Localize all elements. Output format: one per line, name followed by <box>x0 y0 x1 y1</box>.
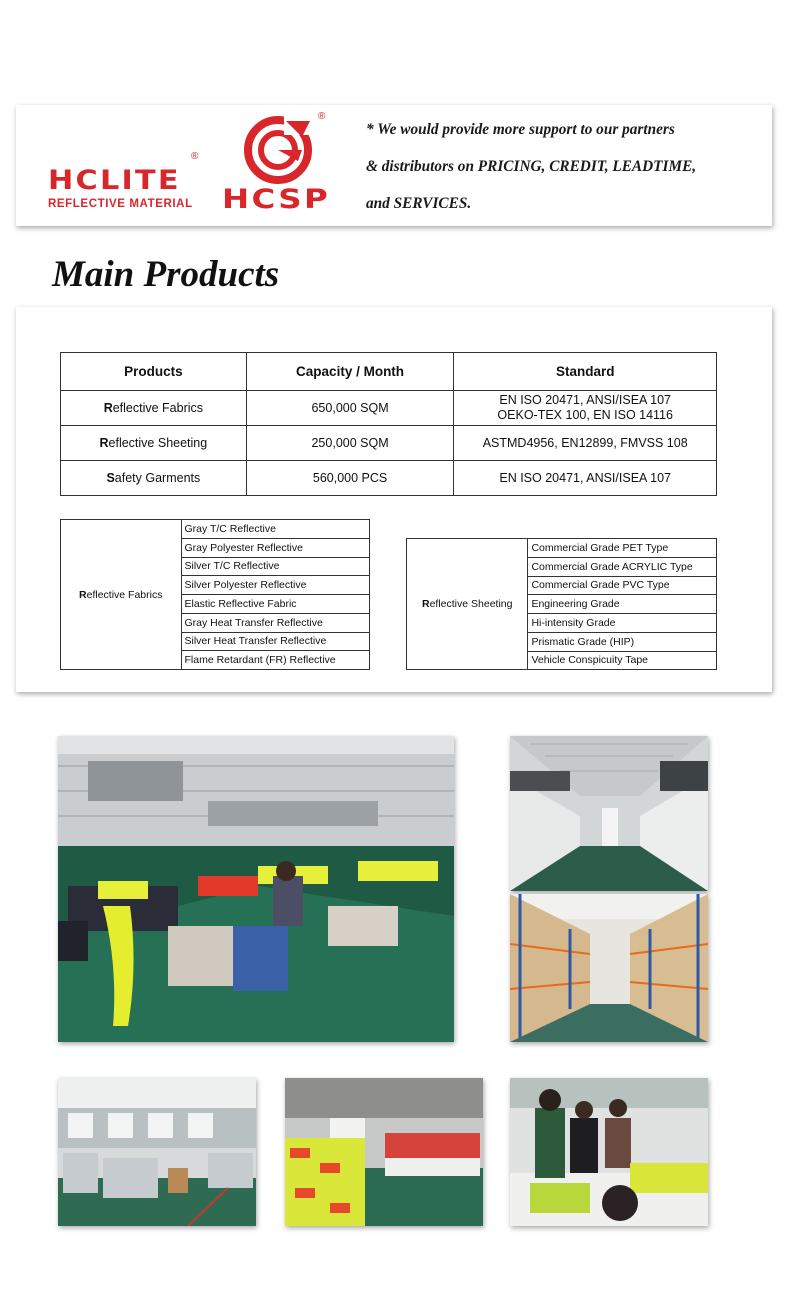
list-item: Gray Polyester Reflective <box>181 538 370 557</box>
registered-mark: ® <box>191 151 199 162</box>
table-row <box>61 461 717 496</box>
slogan-line: & distributors on PRICING, CREDIT, LEADTIME, <box>366 158 697 175</box>
list-item: Gray Heat Transfer Reflective <box>181 613 370 632</box>
warehouse-photo <box>510 894 708 1042</box>
standard-line: EN ISO 20471, ANSI/ISEA 107 <box>499 393 672 407</box>
page-title: Main Products <box>52 254 280 295</box>
list-item: Hi-intensity Grade <box>528 614 717 633</box>
capacity-cell: 250,000 SQM <box>246 426 454 461</box>
slogan-line: * We would provide more support to our partners <box>366 121 675 138</box>
list-item: Gray T/C Reflective <box>181 520 370 539</box>
list-item: Flame Retardant (FR) Reflective <box>181 651 370 670</box>
list-item: Silver Heat Transfer Reflective <box>181 632 370 651</box>
capacity-table <box>60 352 717 496</box>
inspection-team-photo <box>510 1078 708 1226</box>
brand-banner <box>16 105 772 226</box>
column-header: Standard <box>454 353 717 391</box>
products-card <box>16 307 772 692</box>
hclite-logo-text: HCLITE <box>48 165 181 196</box>
capacity-cell: 560,000 PCS <box>246 461 454 496</box>
clean-room-photo <box>510 736 708 891</box>
production-line-photo <box>285 1078 483 1226</box>
category-initial: R <box>421 598 430 611</box>
list-item: Silver Polyester Reflective <box>181 576 370 595</box>
slogan-line: and SERVICES. <box>366 195 472 212</box>
list-item: Commercial Grade PVC Type <box>528 576 717 595</box>
standard-cell: EN ISO 20471, ANSI/ISEA 107 <box>454 461 717 496</box>
product-name: afety Garments <box>114 470 201 485</box>
product-name: eflective Sheeting <box>108 435 208 450</box>
table-row <box>407 539 717 558</box>
list-item: Elastic Reflective Fabric <box>181 595 370 614</box>
hcsp-emblem-icon <box>240 115 316 185</box>
hcsp-logo-text: HCSP <box>222 184 331 215</box>
list-item: Silver T/C Reflective <box>181 557 370 576</box>
product-cell <box>61 391 247 426</box>
table-row <box>61 426 717 461</box>
list-item: Vehicle Conspicuity Tape <box>528 651 717 670</box>
sewing-workshop-photo <box>58 736 454 1042</box>
reflective-sheeting-table <box>406 538 717 670</box>
product-cell <box>61 426 247 461</box>
reflective-fabrics-table <box>60 519 370 670</box>
product-initial: R <box>99 435 109 450</box>
list-item: Prismatic Grade (HIP) <box>528 632 717 651</box>
registered-mark-hcsp: ® <box>318 111 326 122</box>
hclite-logo <box>48 167 193 210</box>
category-cell <box>407 539 528 670</box>
table-row <box>61 391 717 426</box>
product-name: eflective Fabrics <box>112 400 204 415</box>
standard-cell <box>454 391 717 426</box>
standard-line: OEKO-TEX 100, EN ISO 14116 <box>497 408 673 422</box>
list-item: Commercial Grade PET Type <box>528 539 717 558</box>
standard-cell: ASTMD4956, EN12899, FMVSS 108 <box>454 426 717 461</box>
list-item: Commercial Grade ACRYLIC Type <box>528 557 717 576</box>
product-initial: R <box>103 400 113 415</box>
category-name: eflective Sheeting <box>429 598 513 611</box>
column-header: Capacity / Month <box>246 353 454 391</box>
storage-area-photo <box>58 1078 256 1226</box>
product-cell <box>61 461 247 496</box>
category-initial: R <box>79 588 87 601</box>
capacity-cell: 650,000 SQM <box>246 391 454 426</box>
product-initial: S <box>106 470 115 485</box>
partner-slogan <box>366 119 761 230</box>
list-item: Engineering Grade <box>528 595 717 614</box>
category-cell <box>61 520 182 670</box>
category-name: eflective Fabrics <box>86 588 163 601</box>
column-header: Products <box>61 353 247 391</box>
table-row <box>61 520 370 539</box>
table-header-row <box>61 353 717 391</box>
hclite-tagline: REFLECTIVE MATERIAL <box>48 198 193 210</box>
